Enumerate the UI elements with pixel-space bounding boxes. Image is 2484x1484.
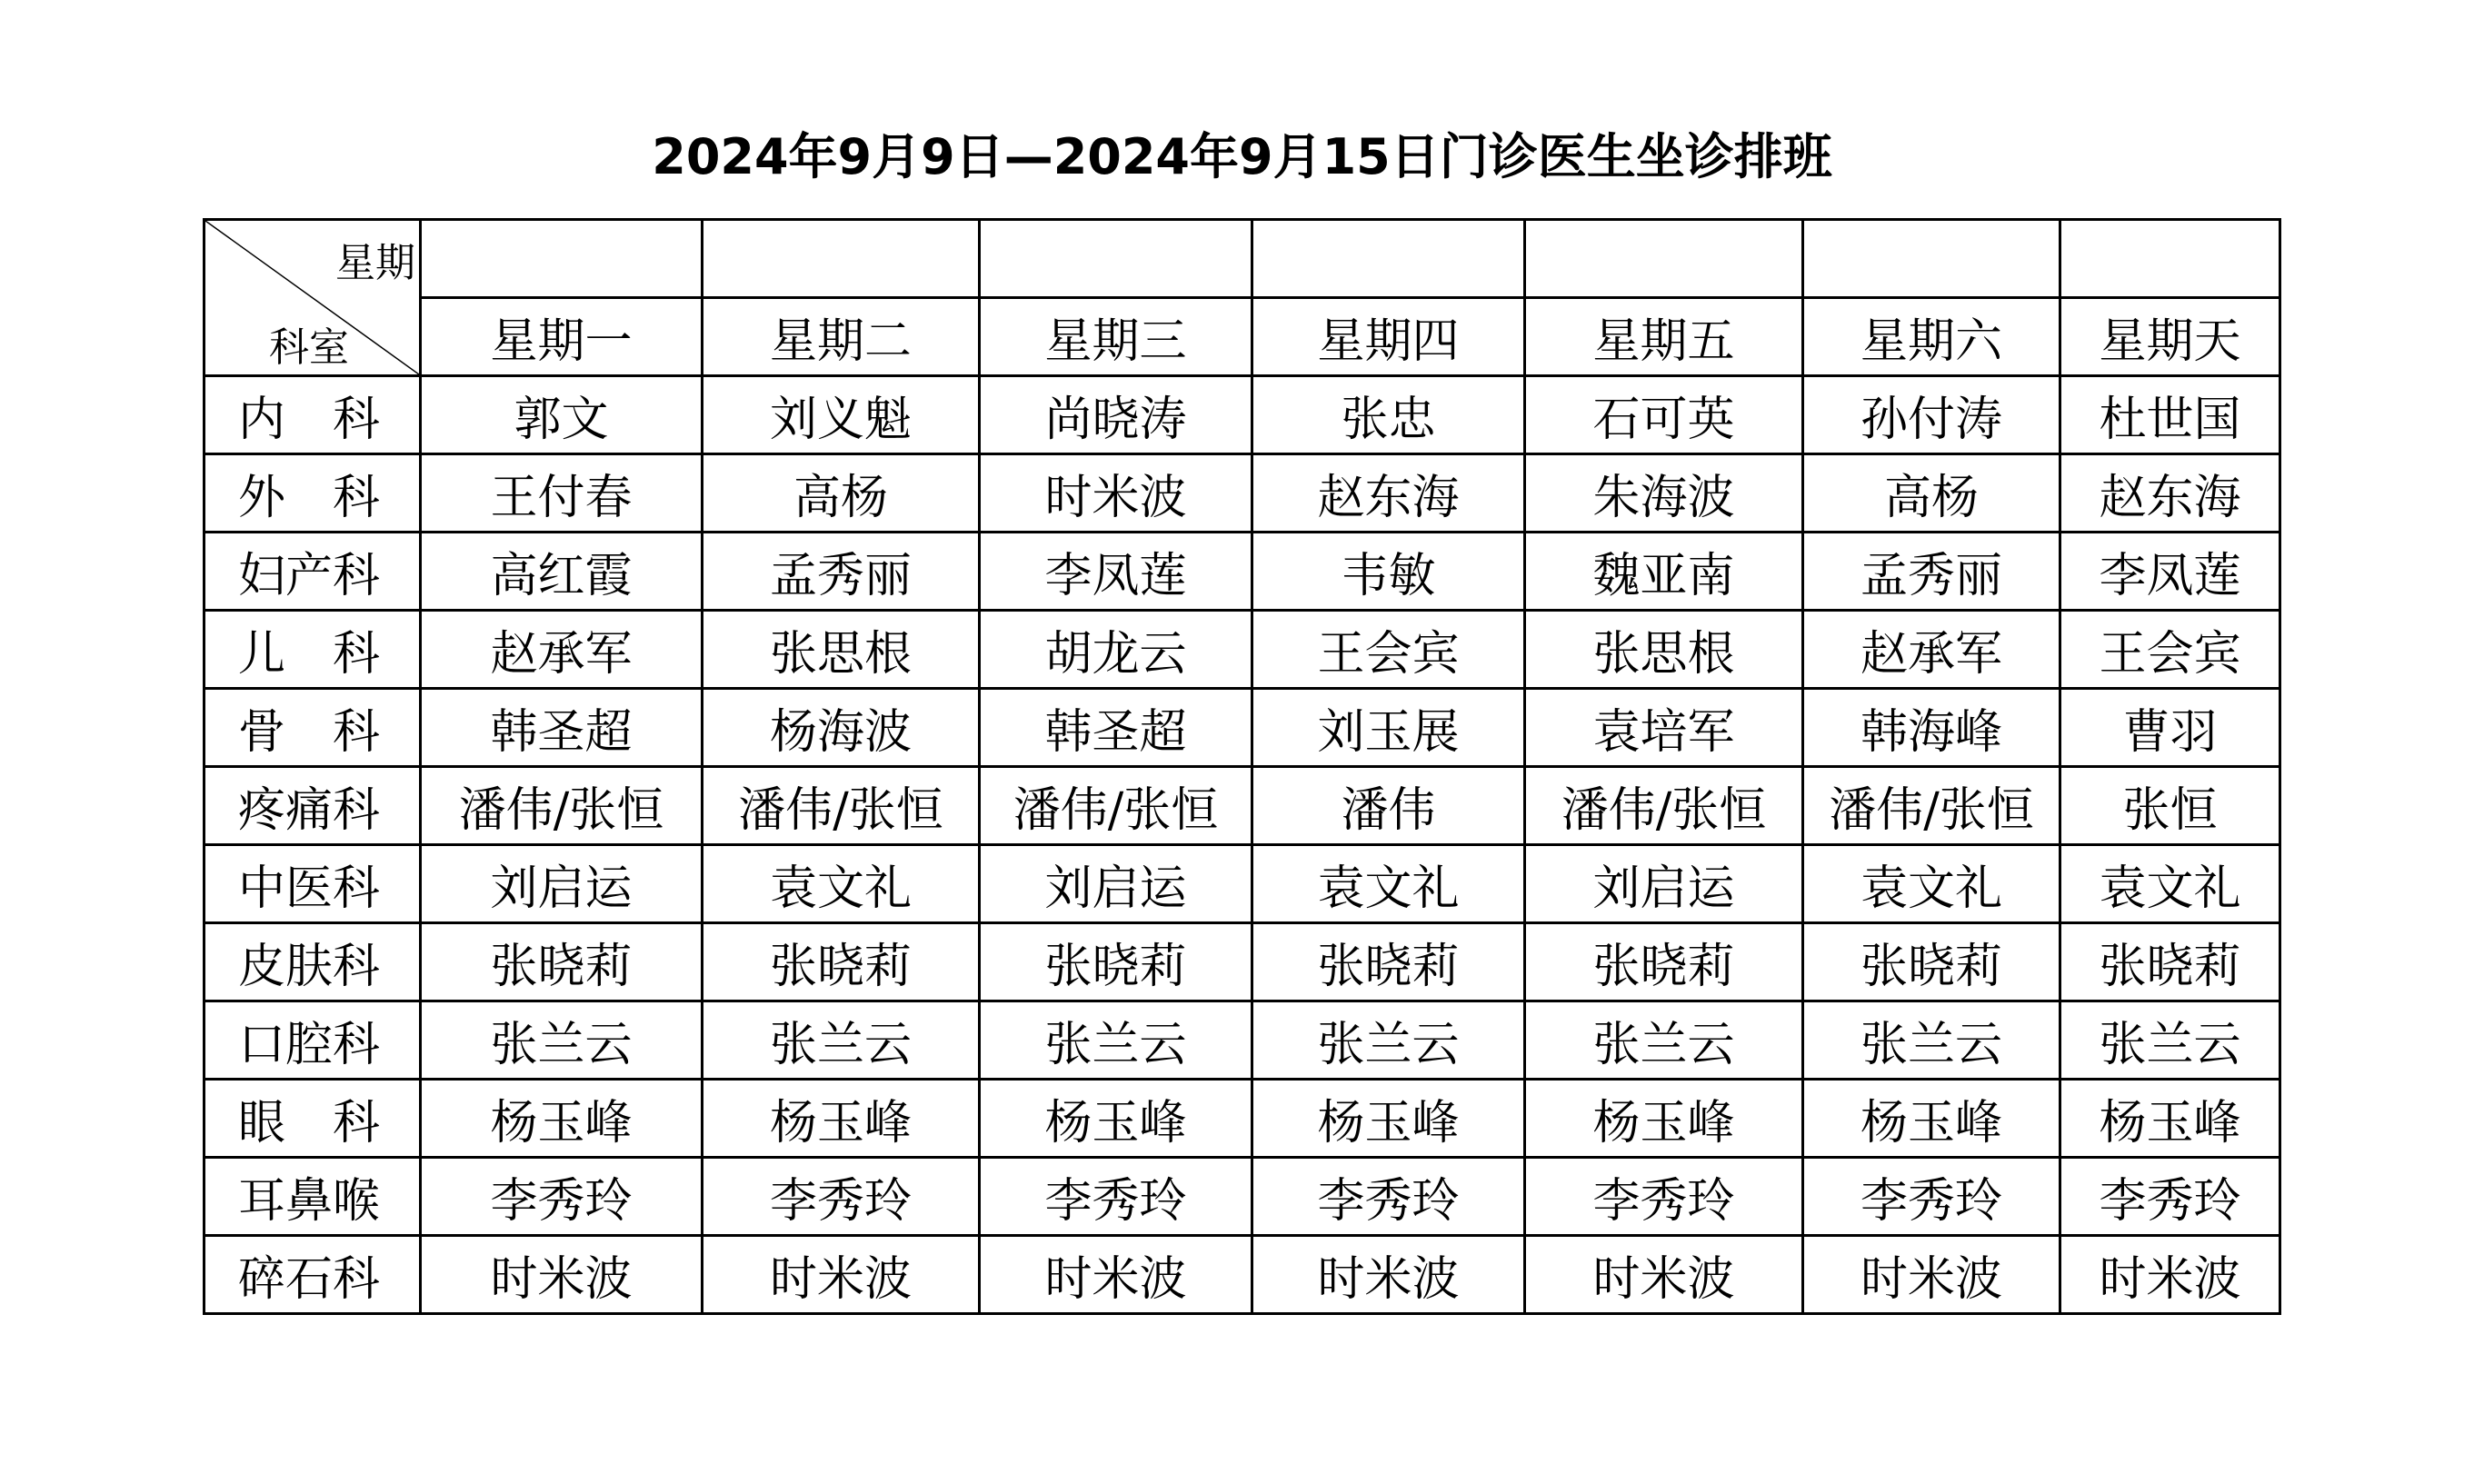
doctor-cell: 张晓莉: [980, 923, 1252, 1001]
doctor-cell: 杜世国: [2060, 376, 2280, 454]
table-row: [205, 454, 2280, 533]
doctor-cell: 袁文礼: [1803, 845, 2060, 923]
table-row: [205, 845, 2280, 923]
doctor-cell: 张思根: [1525, 611, 1803, 689]
department-cell: 外 科: [205, 454, 421, 533]
doctor-cell: 张晓莉: [421, 923, 703, 1001]
page-title: 2024年9月9日—2024年9月15日门诊医生坐诊排班: [652, 128, 1832, 185]
doctor-cell: 高红霞: [421, 533, 703, 611]
doctor-cell: 张兰云: [2060, 1001, 2280, 1080]
doctor-cell: 张兰云: [421, 1001, 703, 1080]
doctor-cell: 刘义魁: [703, 376, 980, 454]
doctor-cell: 杨玉峰: [1803, 1080, 2060, 1158]
doctor-cell: 张兰云: [980, 1001, 1252, 1080]
department-cell: 碎石科: [205, 1236, 421, 1314]
doctor-cell: 韩海峰: [1803, 689, 2060, 767]
doctor-cell: 张晓莉: [1252, 923, 1525, 1001]
department-cell: 眼 科: [205, 1080, 421, 1158]
doctor-cell: 时米波: [2060, 1236, 2280, 1314]
doctor-cell: 袁培军: [1525, 689, 1803, 767]
doctor-cell: 杨玉峰: [2060, 1080, 2280, 1158]
doctor-cell: 潘伟/张恒: [1803, 767, 2060, 845]
doctor-cell: 郭文: [421, 376, 703, 454]
doctor-cell: 李秀玲: [1803, 1158, 2060, 1236]
doctor-cell: 刘启运: [1525, 845, 1803, 923]
doctor-cell: 时米波: [980, 1236, 1252, 1314]
day-header-cell: 星期三: [980, 298, 1252, 376]
doctor-cell: 杨玉峰: [980, 1080, 1252, 1158]
corner-label-department: 科室: [269, 324, 349, 371]
table-row: [205, 1236, 2280, 1314]
doctor-cell: 高杨: [1803, 454, 2060, 533]
blank-cell: [421, 220, 703, 298]
doctor-cell: 潘伟/张恒: [1525, 767, 1803, 845]
doctor-cell: 袁文礼: [1252, 845, 1525, 923]
doctor-cell: 石可英: [1525, 376, 1803, 454]
table-row: [205, 376, 2280, 454]
doctor-cell: 魏亚南: [1525, 533, 1803, 611]
doctor-cell: 王会宾: [1252, 611, 1525, 689]
corner-header-cell: [205, 220, 421, 376]
doctor-cell: 时米波: [1525, 1236, 1803, 1314]
doctor-cell: 王付春: [421, 454, 703, 533]
day-header-cell: 星期六: [1803, 298, 2060, 376]
doctor-cell: 张晓莉: [2060, 923, 2280, 1001]
doctor-cell: 李秀玲: [703, 1158, 980, 1236]
doctor-cell: 杨玉峰: [1252, 1080, 1525, 1158]
doctor-cell: 张晓莉: [1803, 923, 2060, 1001]
doctor-cell: 时米波: [1803, 1236, 2060, 1314]
table-row: [205, 1080, 2280, 1158]
blank-cell: [1525, 220, 1803, 298]
table-row: [205, 923, 2280, 1001]
blank-cell: [1252, 220, 1525, 298]
doctor-cell: 潘伟/张恒: [980, 767, 1252, 845]
blank-cell: [2060, 220, 2280, 298]
day-header-cell: 星期一: [421, 298, 703, 376]
header-blank-row: [205, 220, 2280, 298]
department-cell: 口腔科: [205, 1001, 421, 1080]
doctor-cell: 李秀玲: [2060, 1158, 2280, 1236]
department-cell: 疼痛科: [205, 767, 421, 845]
doctor-cell: 赵东海: [1252, 454, 1525, 533]
doctor-cell: 赵承军: [1803, 611, 2060, 689]
doctor-cell: 潘伟: [1252, 767, 1525, 845]
doctor-cell: 张忠: [1252, 376, 1525, 454]
doctor-cell: 潘伟/张恒: [421, 767, 703, 845]
doctor-cell: 杨海波: [703, 689, 980, 767]
corner-label-week: 星期: [335, 240, 415, 286]
doctor-cell: 曹羽: [2060, 689, 2280, 767]
doctor-cell: 张兰云: [1252, 1001, 1525, 1080]
doctor-cell: 孙付涛: [1803, 376, 2060, 454]
department-cell: 中医科: [205, 845, 421, 923]
doctor-cell: 王会宾: [2060, 611, 2280, 689]
day-header-cell: 星期天: [2060, 298, 2280, 376]
doctor-cell: 李秀玲: [980, 1158, 1252, 1236]
doctor-cell: 杨玉峰: [703, 1080, 980, 1158]
day-header-cell: 星期四: [1252, 298, 1525, 376]
doctor-cell: 李凤莲: [980, 533, 1252, 611]
table-row: [205, 1001, 2280, 1080]
department-cell: 耳鼻喉: [205, 1158, 421, 1236]
doctor-cell: 韦敏: [1252, 533, 1525, 611]
department-cell: 儿 科: [205, 611, 421, 689]
doctor-cell: 刘启运: [421, 845, 703, 923]
day-header-cell: 星期五: [1525, 298, 1803, 376]
doctor-cell: 赵东海: [2060, 454, 2280, 533]
doctor-cell: 孟秀丽: [703, 533, 980, 611]
schedule-table: [203, 218, 2281, 1315]
doctor-cell: 赵承军: [421, 611, 703, 689]
doctor-cell: 李秀玲: [1525, 1158, 1803, 1236]
doctor-cell: 孟秀丽: [1803, 533, 2060, 611]
doctor-cell: 尚晓涛: [980, 376, 1252, 454]
doctor-cell: 时米波: [703, 1236, 980, 1314]
doctor-cell: 张晓莉: [703, 923, 980, 1001]
doctor-cell: 张兰云: [703, 1001, 980, 1080]
doctor-cell: 张兰云: [1525, 1001, 1803, 1080]
doctor-cell: 张兰云: [1803, 1001, 2060, 1080]
doctor-cell: 时米波: [421, 1236, 703, 1314]
department-cell: 妇产科: [205, 533, 421, 611]
doctor-cell: 李凤莲: [2060, 533, 2280, 611]
doctor-cell: 潘伟/张恒: [703, 767, 980, 845]
table-row: [205, 689, 2280, 767]
doctor-cell: 高杨: [703, 454, 980, 533]
blank-cell: [980, 220, 1252, 298]
table-row: [205, 611, 2280, 689]
table-row: [205, 767, 2280, 845]
doctor-cell: 杨玉峰: [421, 1080, 703, 1158]
doctor-cell: 袁文礼: [2060, 845, 2280, 923]
doctor-cell: 杨玉峰: [1525, 1080, 1803, 1158]
day-header-cell: 星期二: [703, 298, 980, 376]
table-row: [205, 533, 2280, 611]
doctor-cell: 刘玉展: [1252, 689, 1525, 767]
blank-cell: [1803, 220, 2060, 298]
doctor-cell: 胡龙云: [980, 611, 1252, 689]
day-header-row: [205, 298, 2280, 376]
doctor-cell: 张思根: [703, 611, 980, 689]
department-cell: 皮肤科: [205, 923, 421, 1001]
doctor-cell: 时米波: [1252, 1236, 1525, 1314]
doctor-cell: 韩圣超: [421, 689, 703, 767]
doctor-cell: 李秀玲: [1252, 1158, 1525, 1236]
doctor-cell: 韩圣超: [980, 689, 1252, 767]
doctor-cell: 袁文礼: [703, 845, 980, 923]
department-cell: 内 科: [205, 376, 421, 454]
doctor-cell: 朱海波: [1525, 454, 1803, 533]
blank-cell: [703, 220, 980, 298]
doctor-cell: 张晓莉: [1525, 923, 1803, 1001]
doctor-cell: 时米波: [980, 454, 1252, 533]
table-row: [205, 1158, 2280, 1236]
department-cell: 骨 科: [205, 689, 421, 767]
doctor-cell: 张恒: [2060, 767, 2280, 845]
doctor-cell: 李秀玲: [421, 1158, 703, 1236]
doctor-cell: 刘启运: [980, 845, 1252, 923]
